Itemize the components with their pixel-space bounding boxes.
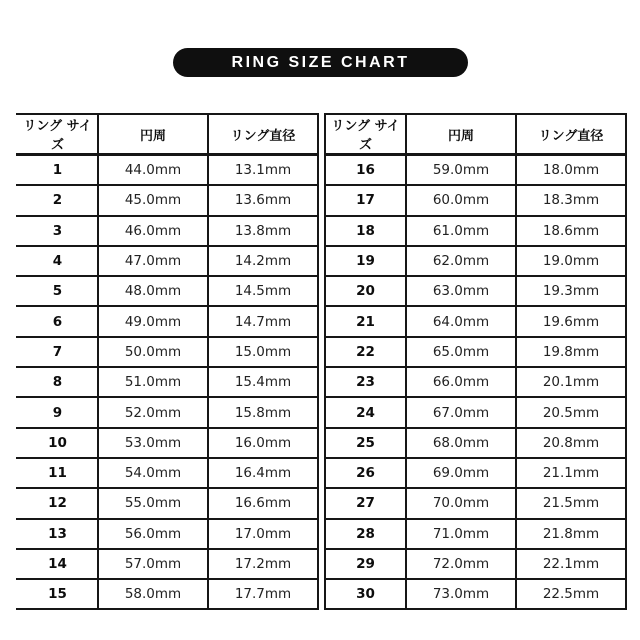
circumference-cell: 53.0mm xyxy=(98,428,208,458)
circumference-cell: 49.0mm xyxy=(98,306,208,336)
diameter-cell: 19.3mm xyxy=(516,276,626,306)
diameter-cell: 16.0mm xyxy=(208,428,318,458)
table-row xyxy=(325,276,626,306)
circumference-cell: 51.0mm xyxy=(98,367,208,397)
table-row xyxy=(325,185,626,215)
circumference-cell: 68.0mm xyxy=(406,428,516,458)
ring-size-cell: 4 xyxy=(17,246,98,276)
circumference-cell: 65.0mm xyxy=(406,337,516,367)
table-row xyxy=(17,519,318,549)
header-row xyxy=(325,114,626,155)
table-row xyxy=(325,216,626,246)
diameter-cell: 16.4mm xyxy=(208,458,318,488)
diameter-cell: 15.4mm xyxy=(208,367,318,397)
diameter-cell: 17.2mm xyxy=(208,549,318,579)
circumference-cell: 56.0mm xyxy=(98,519,208,549)
table-row xyxy=(17,155,318,186)
ring-size-cell: 5 xyxy=(17,276,98,306)
diameter-cell: 14.7mm xyxy=(208,306,318,336)
ring-size-cell: 18 xyxy=(325,216,406,246)
page-title: RING SIZE CHART xyxy=(173,48,468,77)
ring-size-cell: 27 xyxy=(325,488,406,518)
circumference-cell: 50.0mm xyxy=(98,337,208,367)
table-row xyxy=(325,428,626,458)
table-row xyxy=(325,367,626,397)
circumference-cell: 55.0mm xyxy=(98,488,208,518)
circumference-cell: 67.0mm xyxy=(406,397,516,427)
diameter-cell: 21.1mm xyxy=(516,458,626,488)
table-row xyxy=(17,367,318,397)
diameter-cell: 20.8mm xyxy=(516,428,626,458)
table-row xyxy=(17,549,318,579)
header-row xyxy=(17,114,318,155)
table-row xyxy=(325,519,626,549)
ring-size-cell: 7 xyxy=(17,337,98,367)
circumference-cell: 52.0mm xyxy=(98,397,208,427)
ring-size-cell: 23 xyxy=(325,367,406,397)
table-row xyxy=(325,306,626,336)
diameter-cell: 13.1mm xyxy=(208,155,318,186)
header-ring-size: リング サイズ xyxy=(325,114,406,155)
diameter-cell: 19.6mm xyxy=(516,306,626,336)
ring-size-cell: 10 xyxy=(17,428,98,458)
diameter-cell: 21.5mm xyxy=(516,488,626,518)
header-circumference: 円周 xyxy=(406,114,516,155)
ring-size-cell: 28 xyxy=(325,519,406,549)
diameter-cell: 13.8mm xyxy=(208,216,318,246)
ring-size-cell: 11 xyxy=(17,458,98,488)
circumference-cell: 66.0mm xyxy=(406,367,516,397)
ring-size-cell: 17 xyxy=(325,185,406,215)
table-row xyxy=(17,306,318,336)
ring-size-cell: 29 xyxy=(325,549,406,579)
diameter-cell: 18.6mm xyxy=(516,216,626,246)
diameter-cell: 18.3mm xyxy=(516,185,626,215)
ring-size-cell: 25 xyxy=(325,428,406,458)
diameter-cell: 22.1mm xyxy=(516,549,626,579)
diameter-cell: 22.5mm xyxy=(516,579,626,609)
table-row xyxy=(325,155,626,186)
ring-size-tables xyxy=(16,113,627,610)
diameter-cell: 16.6mm xyxy=(208,488,318,518)
ring-size-cell: 24 xyxy=(325,397,406,427)
ring-size-cell: 13 xyxy=(17,519,98,549)
ring-size-cell: 19 xyxy=(325,246,406,276)
ring-size-cell: 8 xyxy=(17,367,98,397)
circumference-cell: 69.0mm xyxy=(406,458,516,488)
table-row xyxy=(325,488,626,518)
diameter-cell: 15.0mm xyxy=(208,337,318,367)
ring-size-cell: 2 xyxy=(17,185,98,215)
ring-size-table-right xyxy=(324,113,627,610)
table-row xyxy=(325,458,626,488)
diameter-cell: 15.8mm xyxy=(208,397,318,427)
ring-size-cell: 3 xyxy=(17,216,98,246)
circumference-cell: 57.0mm xyxy=(98,549,208,579)
table-row xyxy=(17,216,318,246)
circumference-cell: 73.0mm xyxy=(406,579,516,609)
table-row xyxy=(325,337,626,367)
circumference-cell: 44.0mm xyxy=(98,155,208,186)
circumference-cell: 46.0mm xyxy=(98,216,208,246)
diameter-cell: 14.2mm xyxy=(208,246,318,276)
circumference-cell: 70.0mm xyxy=(406,488,516,518)
header-circumference: 円周 xyxy=(98,114,208,155)
table-row xyxy=(17,428,318,458)
ring-size-cell: 26 xyxy=(325,458,406,488)
diameter-cell: 17.7mm xyxy=(208,579,318,609)
table-row xyxy=(17,579,318,609)
table-row xyxy=(17,488,318,518)
header-ring-size: リング サイズ xyxy=(17,114,98,155)
circumference-cell: 60.0mm xyxy=(406,185,516,215)
ring-size-cell: 6 xyxy=(17,306,98,336)
circumference-cell: 47.0mm xyxy=(98,246,208,276)
ring-size-cell: 20 xyxy=(325,276,406,306)
diameter-cell: 17.0mm xyxy=(208,519,318,549)
ring-size-cell: 12 xyxy=(17,488,98,518)
circumference-cell: 59.0mm xyxy=(406,155,516,186)
table-row xyxy=(325,397,626,427)
ring-size-cell: 14 xyxy=(17,549,98,579)
diameter-cell: 13.6mm xyxy=(208,185,318,215)
circumference-cell: 54.0mm xyxy=(98,458,208,488)
ring-size-cell: 1 xyxy=(17,155,98,186)
ring-size-cell: 9 xyxy=(17,397,98,427)
diameter-cell: 21.8mm xyxy=(516,519,626,549)
table-row xyxy=(17,246,318,276)
table-row xyxy=(17,397,318,427)
diameter-cell: 19.0mm xyxy=(516,246,626,276)
ring-size-cell: 21 xyxy=(325,306,406,336)
ring-size-cell: 16 xyxy=(325,155,406,186)
circumference-cell: 64.0mm xyxy=(406,306,516,336)
circumference-cell: 45.0mm xyxy=(98,185,208,215)
circumference-cell: 71.0mm xyxy=(406,519,516,549)
ring-size-table-left xyxy=(16,113,319,610)
table-row xyxy=(17,337,318,367)
circumference-cell: 48.0mm xyxy=(98,276,208,306)
table-row xyxy=(17,276,318,306)
header-ring-diameter: リング直径 xyxy=(516,114,626,155)
diameter-cell: 18.0mm xyxy=(516,155,626,186)
circumference-cell: 61.0mm xyxy=(406,216,516,246)
table-row xyxy=(325,579,626,609)
ring-size-cell: 15 xyxy=(17,579,98,609)
ring-size-cell: 30 xyxy=(325,579,406,609)
table-row xyxy=(17,185,318,215)
diameter-cell: 14.5mm xyxy=(208,276,318,306)
table-row xyxy=(325,246,626,276)
ring-size-cell: 22 xyxy=(325,337,406,367)
circumference-cell: 58.0mm xyxy=(98,579,208,609)
circumference-cell: 63.0mm xyxy=(406,276,516,306)
diameter-cell: 19.8mm xyxy=(516,337,626,367)
table-row xyxy=(325,549,626,579)
diameter-cell: 20.1mm xyxy=(516,367,626,397)
table-row xyxy=(17,458,318,488)
diameter-cell: 20.5mm xyxy=(516,397,626,427)
circumference-cell: 62.0mm xyxy=(406,246,516,276)
header-ring-diameter: リング直径 xyxy=(208,114,318,155)
circumference-cell: 72.0mm xyxy=(406,549,516,579)
